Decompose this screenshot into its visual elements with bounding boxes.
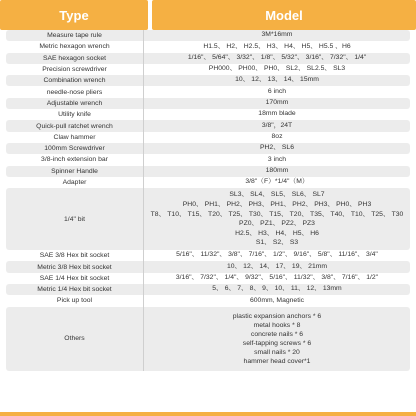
table-row: [6, 98, 410, 109]
table-row: [6, 30, 410, 41]
table-row: [6, 86, 410, 97]
row-type: Pick up tool: [6, 295, 144, 306]
table-row: [6, 273, 410, 284]
row-model: 600mm, Magnetic: [249, 296, 305, 304]
row-type: Metric 3/8 Hex bit socket: [6, 261, 144, 272]
bottom-accent-band: [0, 412, 416, 416]
row-model: 180mm: [265, 166, 289, 174]
row-model: PH2、 SL6: [259, 144, 294, 152]
table-row: [6, 109, 410, 120]
table-row: [6, 154, 410, 165]
row-model: 10、 12、 14、 17、 19、 21mm: [226, 262, 328, 270]
table-row: [6, 132, 410, 143]
table-row: [6, 188, 410, 250]
row-model: SL3、 SL4、 SL5、 SL6、 SL7 PH0、 PH1、 PH2、 PH3、 PH1、 PH2、 PH3、 PH0、 PH3 T8、 T10、 T15、 T20、 T25、 T30、 T15、 T20、 T35、 T40、 T10、 T25、 T30 PZ0、 PZ1、 PZ2、 PZ3 H2.5、 H3、 H4、 H5、 H6 S1、 S2、 S3: [150, 191, 404, 247]
row-model: 3/8"（F）*1/4"（M）: [245, 178, 309, 186]
row-model: 3 inch: [267, 155, 287, 163]
row-type: Metric hexagon wrench: [6, 41, 144, 52]
row-type: Quick-pull ratchet wrench: [6, 120, 144, 131]
row-model: 8oz: [271, 132, 283, 140]
row-type: 100mm Screwdriver: [6, 143, 144, 154]
row-model: 5、 6、 7、 8、 9、 10、 11、 12、 13mm: [212, 285, 342, 293]
row-model: 3/16"、 7/32"、 1/4"、 9/32"、 5/16"、 11/32"、 3/8"、 7/16"、 1/2": [175, 273, 379, 281]
table-row: [6, 120, 410, 131]
table-row: [6, 295, 410, 306]
row-type: Precision screwdriver: [6, 64, 144, 75]
row-type: needle-nose pliers: [6, 86, 144, 97]
row-type: Utility knife: [6, 109, 144, 120]
row-model: 18mm blade: [258, 110, 296, 118]
row-type: Combination wrench: [6, 75, 144, 86]
row-type: 3/8-inch extension bar: [6, 154, 144, 165]
row-model: H1.5、 H2、 H2.5、 H3、 H4、 H5、 H5.5 、H6: [203, 42, 351, 50]
row-model: 170mm: [265, 99, 289, 107]
row-model: 10、 12、 13、 14、 15mm: [235, 76, 319, 84]
row-type: 1/4" bit: [6, 188, 144, 250]
table-row: [6, 64, 410, 75]
table-row: [6, 53, 410, 64]
table-row: [6, 307, 410, 371]
row-type: Others: [6, 307, 144, 371]
row-model: 3/8"，24T: [261, 121, 293, 129]
row-model: 3M*16mm: [261, 31, 293, 39]
table-row: [6, 75, 410, 86]
table-row: [6, 143, 410, 154]
row-model: 1/16"、 5/64"、 3/32"、 1/8"、 5/32"、 3/16"、 7/32"、 1/4": [187, 53, 367, 61]
row-type: Spinner Handle: [6, 166, 144, 177]
row-model: 6 inch: [267, 87, 287, 95]
row-type: Adjustable wrench: [6, 98, 144, 109]
header-model: Model: [152, 0, 416, 30]
table-header: [0, 0, 416, 30]
row-type: Claw hammer: [6, 132, 144, 143]
table-row: [6, 250, 410, 261]
table-row: [6, 284, 410, 295]
table-row: [6, 261, 410, 272]
row-type: Adapter: [6, 177, 144, 188]
row-type: Measure tape rule: [6, 30, 144, 41]
table-row: [6, 166, 410, 177]
row-model: PH000、 PH00、 PH0、 SL2、 SL2.5、 SL3: [208, 65, 346, 73]
row-model: plastic expansion anchors * 6 metal hooks * 8 concrete nails * 6 self-tapping screws * 6 small nails * 20 hammer head cover*1: [232, 312, 322, 365]
row-type: SAE 1/4 Hex bit socket: [6, 273, 144, 284]
row-type: SAE hexagon socket: [6, 53, 144, 64]
header-type: Type: [0, 0, 148, 30]
table-row: [6, 41, 410, 52]
table-row: [6, 177, 410, 188]
row-type: Metric 1/4 Hex bit socket: [6, 284, 144, 295]
row-model: 5/16"、 11/32"、 3/8"、 7/16"、 1/2"、 9/16"、 5/8"、 11/16"、 3/4": [176, 251, 378, 259]
row-type: SAE 3/8 Hex bit socket: [6, 250, 144, 261]
table-body: [6, 30, 410, 371]
